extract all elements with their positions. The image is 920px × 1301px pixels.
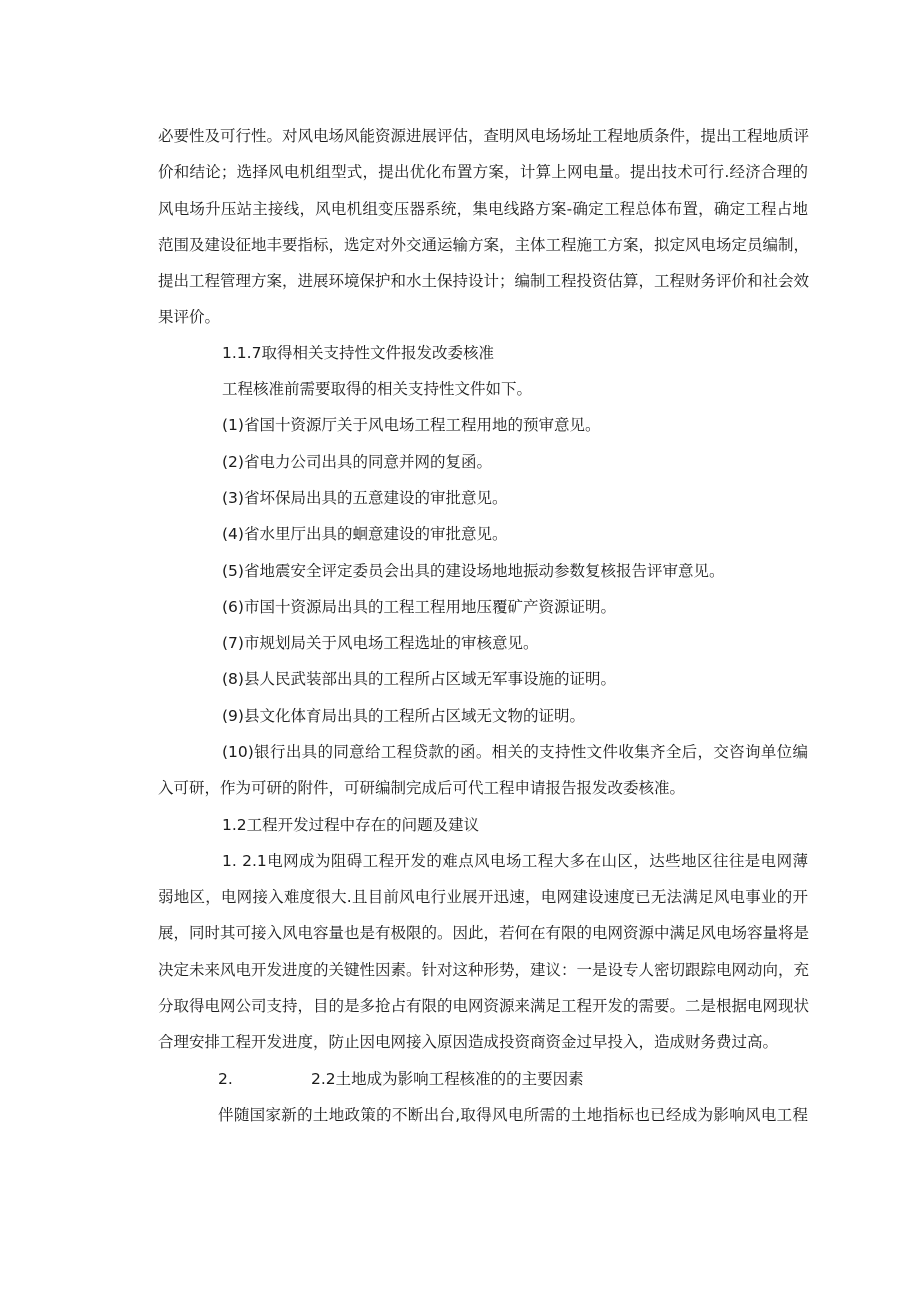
body-line: 展，同时其可接入风电容量也是有极限的。因此，若何在有限的电网资源中满足风电场容量将是 [158, 924, 810, 942]
section-heading: 1.1.7取得相关支持性文件报发改委核准 [222, 344, 494, 362]
subsection-heading: 2.2土地成为影响工程核准的的主要因素 [311, 1070, 584, 1088]
list-item: (9)县文化体育局出具的工程所占区域无文物的证明。 [222, 707, 585, 725]
list-item: (4)省水里厅出具的蛔意建设的审批意见。 [222, 525, 508, 543]
body-line: 必要性及可行性。对风电场风能资源进展评估，查明风电场场址工程地质条件，提出工程地质评 [158, 127, 810, 145]
body-line: 果评价。 [158, 308, 221, 326]
body-line: 弱地区，电网接入难度很大.且目前风电行业展开迅速，电网建设速度已无法满足风电事业的开 [158, 888, 808, 906]
list-item: (5)省地震安全评定委员会出具的建设场地地振动参数复核报告评审意见。 [222, 562, 725, 580]
list-item: (10)银行出具的同意给工程贷款的函。相关的支持性文件收集齐全后，交咨询单位编 [222, 743, 808, 761]
list-item: (2)省电力公司出具的同意并网的复函。 [222, 453, 492, 471]
body-line: 决定未来风电开发进度的关键性因素。针对这种形势，建议：一是设专人密切跟踪电网动向，充 [158, 961, 810, 979]
body-line: 入可研，作为可研的附件，可研编制完成后可代工程申请报告报发改委核准。 [158, 779, 686, 797]
body-line: 提出工程管理方案，进展环境保护和水土保持设计；编制工程投资估算，工程财务评价和社会效 [158, 272, 810, 290]
body-line: 1. 2.1电网成为阻碍工程开发的难点风电场工程大多在山区，达些地区往往是电网薄 [222, 852, 808, 870]
body-line: 风电场升压站主接线，风电机组变压器系统，集电线路方案-确定工程总体布置，确定工程占地 [158, 200, 808, 218]
list-item: (8)县人民武装部出具的工程所占区域无军事设施的证明。 [222, 670, 616, 688]
list-item: (3)省坏保局出具的五意建设的审批意见。 [222, 489, 508, 507]
section-heading: 1.2工程开发过程中存在的问题及建议 [222, 816, 480, 834]
subsection-number: 2. [218, 1070, 233, 1088]
body-line: 范围及建设征地丰要指标，选定对外交通运输方案，主体工程施工方案，拟定风电场定员编制， [158, 236, 810, 254]
list-item: (6)市国十资源局出具的工程工程用地压覆矿产资源证明。 [222, 598, 616, 616]
body-line: 伴随国家新的土地政策的不断出台,取得风电所需的土地指标也已经成为影响风电工程 [218, 1106, 808, 1124]
list-item: (1)省国十资源厅关于风电场工程工程用地的预审意见。 [222, 416, 601, 434]
body-line: 合理安排工程开发进度，防止因电网接入原因造成投资商资金过早投入，造成财务费过高。 [158, 1033, 779, 1051]
section-intro: 工程核准前需要取得的相关支持性文件如下。 [222, 380, 533, 398]
body-line: 价和结论；选择风电机组型式，提出优化布置方案，计算上网电量。提出技术可行.经济合理的 [158, 163, 808, 181]
list-item: (7)市规划局关于风电场工程选址的审核意见。 [222, 634, 539, 652]
body-line: 分取得电网公司支持，目的是多抢占有限的电网资源来满足工程开发的需要。二是根据电网现状 [158, 997, 810, 1015]
